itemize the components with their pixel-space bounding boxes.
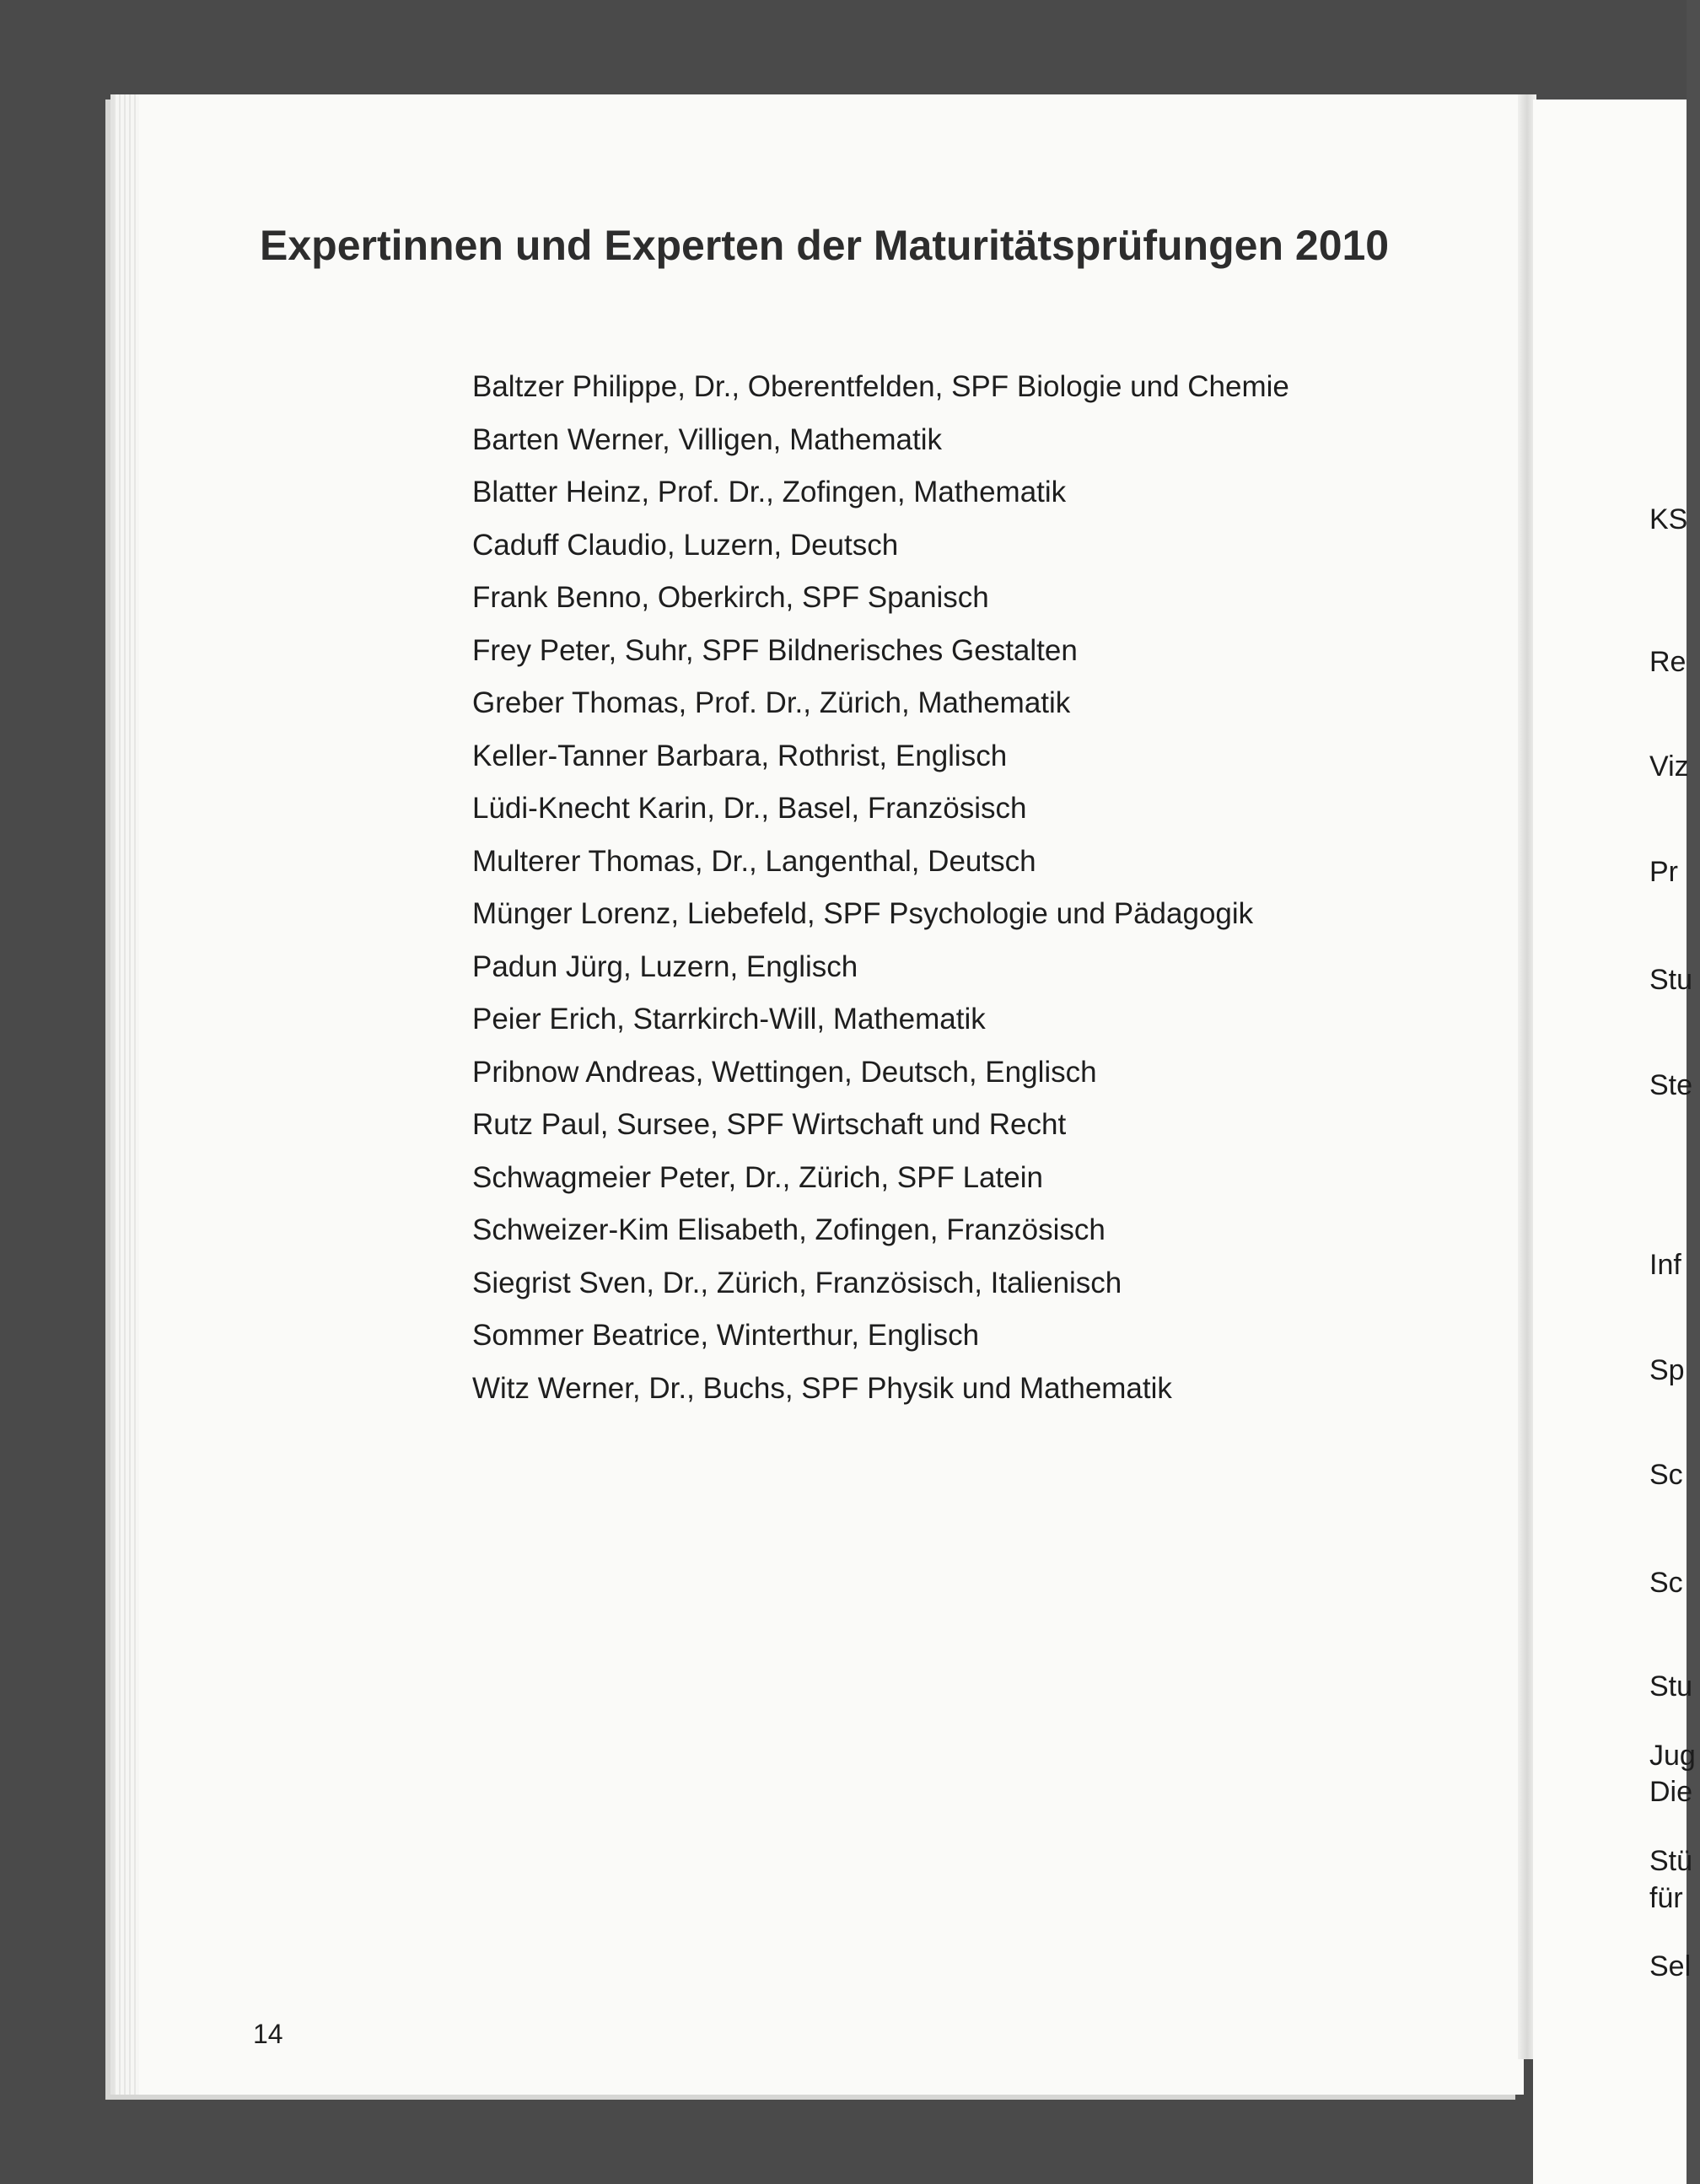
right-page-fragment: Inf xyxy=(1649,1249,1681,1281)
expert-entry: Keller-Tanner Barbara, Rothrist, Englisch xyxy=(472,739,1008,772)
right-page-fragment: Viz xyxy=(1649,750,1689,783)
right-page-fragment: Sc xyxy=(1649,1567,1683,1599)
right-page-fragment: Pr xyxy=(1649,856,1678,888)
expert-entry: Münger Lorenz, Liebefeld, SPF Psychologie und Pädagogik xyxy=(472,897,1254,930)
right-page-fragment: Stu xyxy=(1649,1670,1693,1703)
right-page-fragment: Stu xyxy=(1649,964,1693,996)
expert-entry: Blatter Heinz, Prof. Dr., Zofingen, Mathematik xyxy=(472,476,1067,508)
right-page xyxy=(1533,100,1696,2184)
expert-entry: Padun Jürg, Luzern, Englisch xyxy=(472,949,858,983)
page-number: 14 xyxy=(253,2019,283,2049)
expert-entry: Frank Benno, Oberkirch, SPF Spanisch xyxy=(472,581,989,614)
expert-entry: Schweizer-Kim Elisabeth, Zofingen, Französisch xyxy=(472,1213,1106,1246)
expert-entry: Greber Thomas, Prof. Dr., Zürich, Mathematik xyxy=(472,686,1071,719)
expert-entry: Caduff Claudio, Luzern, Deutsch xyxy=(472,528,899,562)
right-page-fragment: Stü xyxy=(1649,1845,1693,1877)
right-page-fragment: Die xyxy=(1649,1776,1693,1808)
right-page-fragment: Jug xyxy=(1649,1740,1696,1772)
expert-entry: Witz Werner, Dr., Buchs, SPF Physik und Mathematik xyxy=(472,1371,1172,1405)
expert-entry: Baltzer Philippe, Dr., Oberentfelden, SPF Biologie und Chemie xyxy=(472,370,1289,403)
right-page-fragment: Re xyxy=(1649,646,1687,678)
right-page-fragment: für xyxy=(1649,1882,1683,1914)
right-page-fragment: Sel xyxy=(1649,1950,1692,1982)
expert-entry: Siegrist Sven, Dr., Zürich, Französisch, Italienisch xyxy=(472,1266,1122,1299)
right-page-fragment: Sp xyxy=(1649,1354,1685,1386)
experts-list xyxy=(472,368,1289,1422)
page-title: Expertinnen und Experten der Maturitätsprüfungen 2010 xyxy=(260,222,1390,269)
expert-entry: Barten Werner, Villigen, Mathematik xyxy=(472,422,943,456)
right-page-fragment: Ste xyxy=(1649,1069,1693,1101)
expert-entry: Frey Peter, Suhr, SPF Bildnerisches Gestalten xyxy=(472,633,1078,667)
expert-entry: Pribnow Andreas, Wettingen, Deutsch, Englisch xyxy=(472,1055,1097,1089)
expert-entry: Schwagmeier Peter, Dr., Zürich, SPF Latein xyxy=(472,1160,1043,1194)
right-page-fragment: KS xyxy=(1649,503,1688,535)
page-edge-stack xyxy=(114,94,139,2095)
right-page-fragment: Sc xyxy=(1649,1459,1683,1491)
expert-entry: Peier Erich, Starrkirch-Will, Mathematik xyxy=(472,1003,986,1036)
expert-entry: Multerer Thomas, Dr., Langenthal, Deutsch xyxy=(472,844,1036,878)
expert-entry: Rutz Paul, Sursee, SPF Wirtschaft und Recht xyxy=(472,1108,1067,1141)
expert-entry: Lüdi-Knecht Karin, Dr., Basel, Französisch xyxy=(472,792,1027,825)
expert-entry: Sommer Beatrice, Winterthur, Englisch xyxy=(472,1319,980,1352)
